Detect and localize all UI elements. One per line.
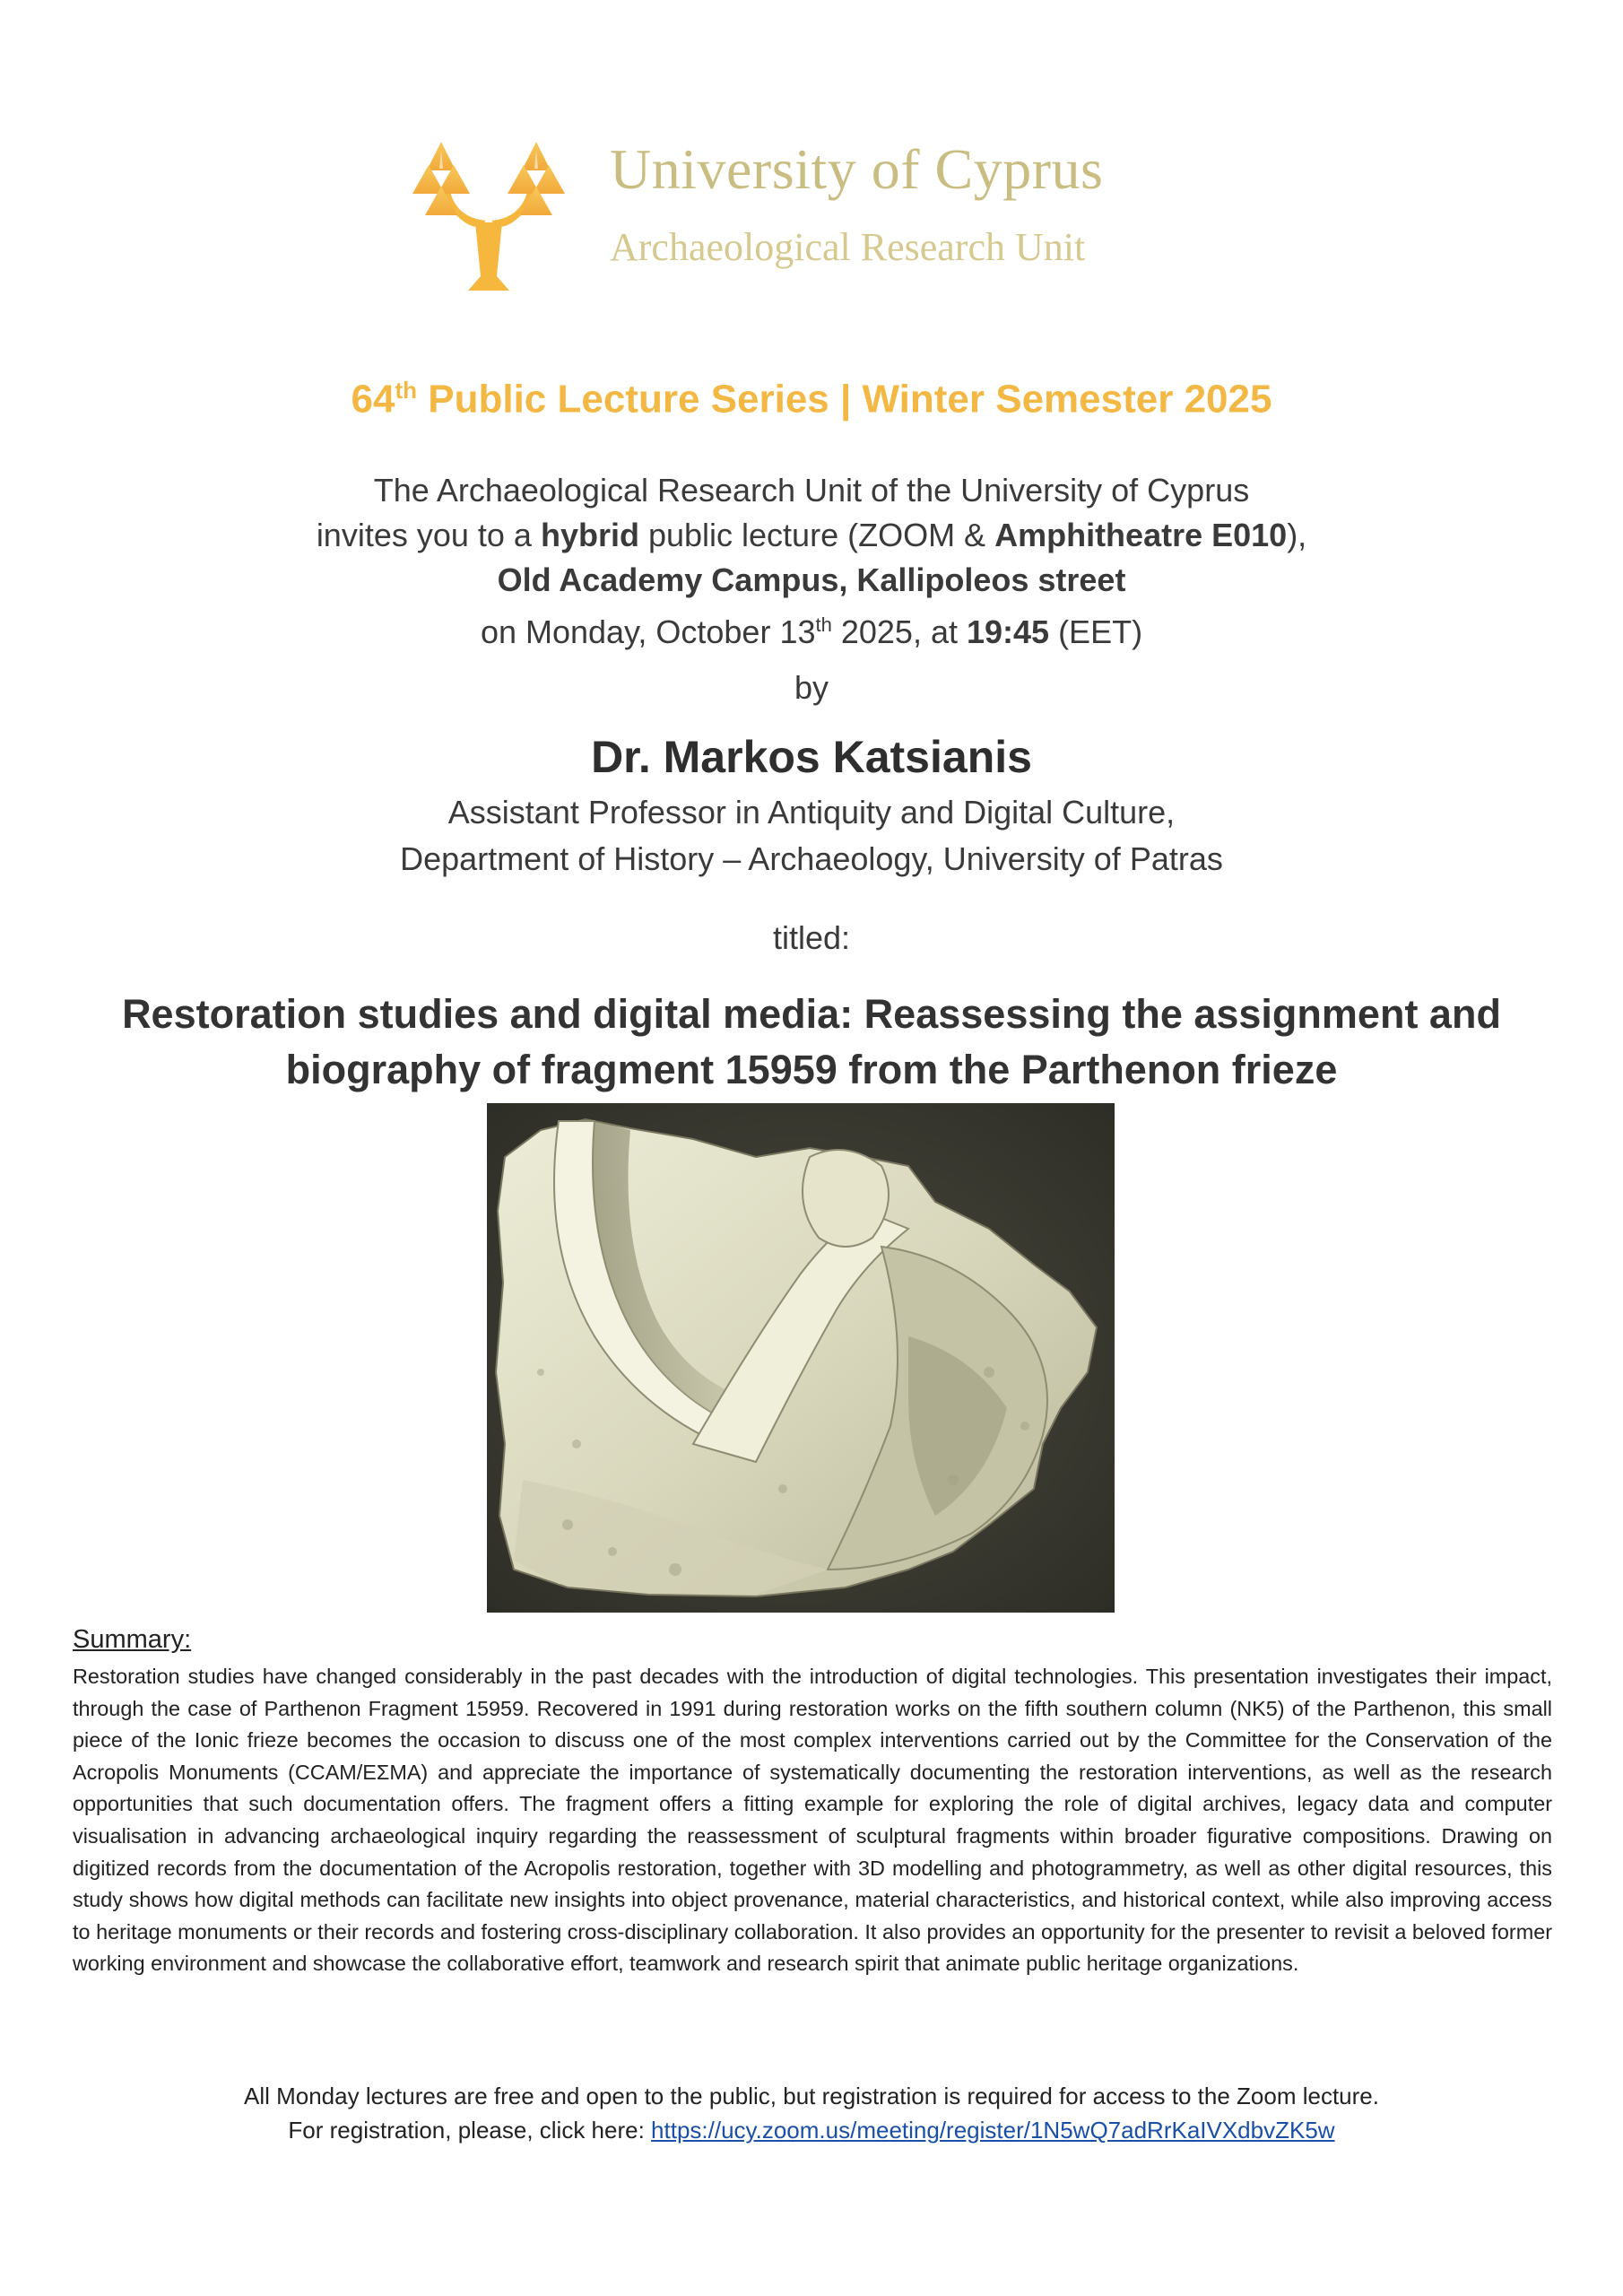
- invite-text: ),: [1287, 517, 1307, 553]
- date-text: 2025, at: [831, 613, 967, 650]
- speaker-name: Dr. Markos Katsianis: [591, 732, 1032, 782]
- titled-label: titled:: [772, 919, 851, 956]
- invitation-line-4: [0, 603, 1623, 655]
- invitation-line-1: The Archaeological Research Unit of the University of Cyprus: [373, 472, 1250, 509]
- research-unit-name: Archaeological Research Unit: [610, 225, 1086, 269]
- invitation-line-2: [0, 513, 1623, 558]
- registration-link[interactable]: https://ucy.zoom.us/meeting/register/1N5wQ7adRrKaIVXdbvZK5w: [651, 2117, 1335, 2144]
- invitation-block: [0, 468, 1623, 655]
- registration-line: [0, 2113, 1623, 2147]
- registration-footer: [0, 2079, 1623, 2147]
- invitation-line-3: [0, 558, 1623, 603]
- invite-text: public lecture (ZOOM &: [638, 517, 995, 553]
- fragment-3d-render-image: [487, 1103, 1115, 1613]
- registration-prefix: For registration, please, click here:: [288, 2117, 652, 2144]
- series-number: 64: [351, 377, 395, 422]
- lecture-series-heading: [0, 377, 1623, 422]
- date-text: on Monday, October 13: [480, 613, 816, 650]
- hybrid-label: hybrid: [540, 517, 639, 553]
- date-suffix: th: [815, 613, 832, 636]
- campus-address: Old Academy Campus, Kallipoleos street: [497, 561, 1126, 598]
- by-label: by: [794, 669, 829, 706]
- venue-label: Amphitheatre E010: [994, 517, 1288, 553]
- free-access-note: All Monday lectures are free and open to the public, but registration is required for access to the Zoom lecture.: [243, 2083, 1379, 2109]
- summary-text: Restoration studies have changed considerably in the past decades with the introduction of digital technologies. This presentation investigates their impact, through the case of Parthenon Fragment 15959. Recovered in 1991 during restoration works on the fifth southern column (NK5) of the Parthenon, this small piece of the Ionic frieze becomes the occasion to discuss one of the most complex interventions carried out by the Committee for the Conservation of the Acropolis Monuments (CCAM/ΕΣΜΑ) and appreciate the importance of systematically documenting the restoration interventions, as well as the research opportunities that such documentation offers. The fragment offers a fitting example for exploring the role of digital archives, legacy data and computer visualisation in advancing archaeological inquiry regarding the reassessment of sculptural fragments within broader figurative compositions. Drawing on digitized records from the documentation of the Acropolis restoration, together with 3D modelling and photogrammetry, as well as other digital resources, this study shows how digital methods can facilitate new insights into object provenance, material characteristics, and historical context, while also improving access to heritage monuments or their records and fostering cross-disciplinary collaboration. It also provides an opportunity for the presenter to revisit a beloved former working environment and showcase the collaborative effort, teamwork and research spirit that animate public heritage organizations.: [73, 1665, 1552, 1976]
- series-text: Public Lecture Series | Winter Semester 2025: [417, 377, 1272, 422]
- speaker-position: Assistant Professor in Antiquity and Digital Culture,: [447, 794, 1176, 831]
- lecture-title-line-2: biography of fragment 15959 from the Parthenon frieze: [285, 1047, 1338, 1092]
- lecture-time: 19:45: [966, 613, 1050, 650]
- summary-heading: Summary:: [73, 1625, 192, 1654]
- lecture-title: [0, 987, 1623, 1098]
- university-name: University of Cyprus: [610, 137, 1104, 201]
- timezone-text: (EET): [1049, 613, 1143, 650]
- lecture-title-line-1: Restoration studies and digital media: Reassessing the assignment and: [122, 991, 1501, 1037]
- speaker-affiliation: [0, 789, 1623, 883]
- invite-text: invites you to a: [316, 517, 541, 553]
- speaker-department: Department of History – Archaeology, University of Patras: [400, 840, 1223, 877]
- university-tree-logo-icon: [404, 133, 574, 292]
- series-suffix: th: [395, 377, 418, 404]
